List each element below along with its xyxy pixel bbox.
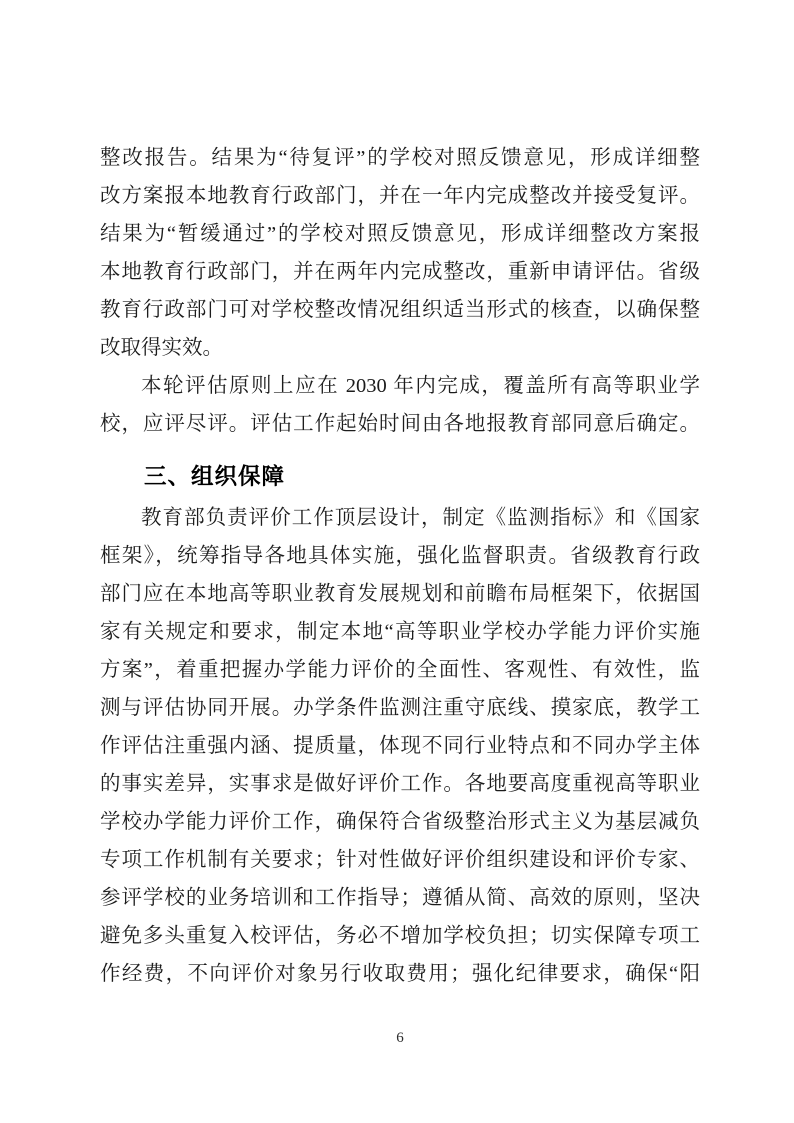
document-body bbox=[100, 139, 700, 993]
text-line: 学校办学能力评价工作，确保符合省级整治形式主义为基层减负 bbox=[100, 811, 700, 833]
text-line: 专项工作机制有关要求；针对性做好评价组织建设和评价专家、 bbox=[100, 849, 700, 871]
paragraph bbox=[100, 139, 700, 367]
text-line: 家有关规定和要求，制定本地“高等职业学校办学能力评价实施 bbox=[100, 621, 700, 643]
text-line: 校，应评尽评。评估工作起始时间由各地报教育部同意后确定。 bbox=[100, 413, 700, 435]
page-number: 6 bbox=[396, 1030, 404, 1046]
paragraph bbox=[100, 499, 700, 993]
text-line: 教育部负责评价工作顶层设计，制定《监测指标》和《国家 bbox=[141, 507, 700, 529]
text-line: 本地教育行政部门，并在两年内完成整改，重新申请评估。省级 bbox=[100, 261, 700, 283]
text-line: 整改报告。结果为“待复评”的学校对照反馈意见，形成详细整 bbox=[100, 147, 700, 169]
text-line: 本轮评估原则上应在 2030 年内完成，覆盖所有高等职业学 bbox=[141, 375, 700, 397]
section-heading: 三、组织保障 bbox=[144, 464, 286, 489]
text-line: 改取得实效。 bbox=[100, 337, 223, 359]
text-line: 方案”，着重把握办学能力评价的全面性、客观性、有效性，监 bbox=[100, 659, 700, 681]
text-line: 的事实差异，实事求是做好评价工作。各地要高度重视高等职业 bbox=[100, 773, 700, 795]
text-line: 教育行政部门可对学校整改情况组织适当形式的核查，以确保整 bbox=[100, 299, 700, 321]
text-line: 参评学校的业务培训和工作指导；遵循从简、高效的原则，坚决 bbox=[100, 887, 700, 909]
text-line: 作评估注重强内涵、提质量，体现不同行业特点和不同办学主体 bbox=[100, 735, 700, 757]
text-line: 避免多头重复入校评估，务必不增加学校负担；切实保障专项工 bbox=[100, 925, 700, 947]
text-line: 部门应在本地高等职业教育发展规划和前瞻布局框架下，依据国 bbox=[100, 583, 700, 605]
paragraph bbox=[100, 367, 700, 443]
text-line: 作经费，不向评价对象另行收取费用；强化纪律要求，确保“阳 bbox=[100, 963, 700, 985]
text-line: 框架》，统筹指导各地具体实施，强化监督职责。省级教育行政 bbox=[100, 545, 700, 567]
text-line: 结果为“暂缓通过”的学校对照反馈意见，形成详细整改方案报 bbox=[100, 223, 700, 245]
text-line: 改方案报本地教育行政部门，并在一年内完成整改并接受复评。 bbox=[100, 185, 700, 207]
text-line: 测与评估协同开展。办学条件监测注重守底线、摸家底，教学工 bbox=[100, 697, 700, 719]
